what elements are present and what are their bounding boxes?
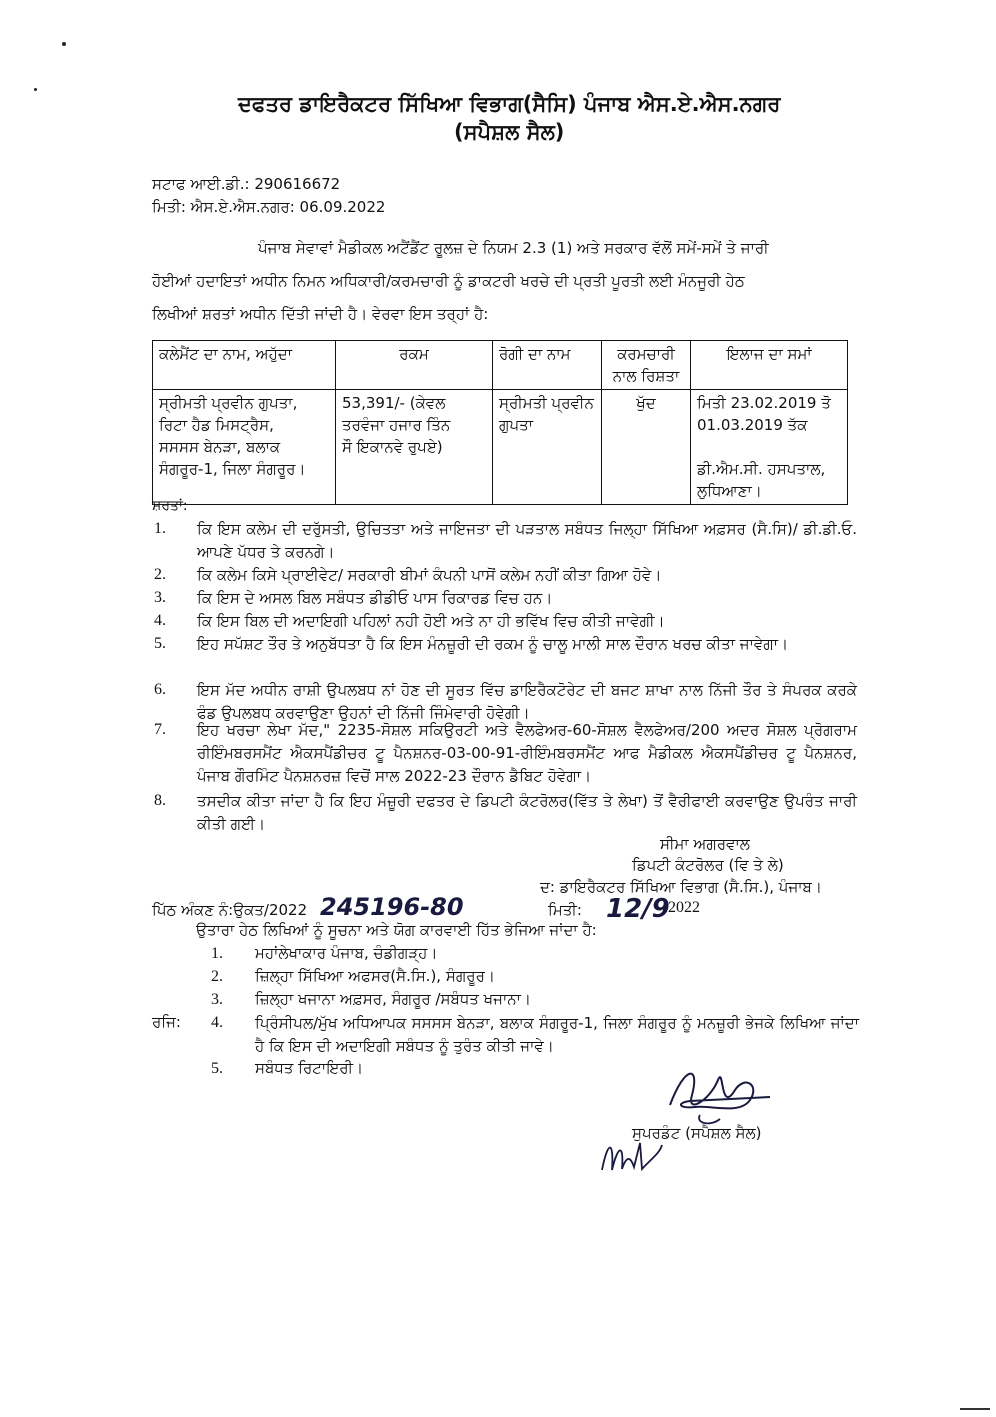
office-title: ਦਫਤਰ ਡਾਇਰੈਕਟਰ ਸਿੱਖਿਆ ਵਿਭਾਗ(ਸੈਸਿ) ਪੰਜਾਬ ਐਸ.ਏ.ਐਸ.ਨਗਰ <box>238 92 781 116</box>
intro-line-2: ਹੋਈਆਂ ਹਦਾਇਤਾਂ ਅਧੀਨ ਨਿਮਨ ਅਧਿਕਾਰੀ/ਕਰਮਚਾਰੀ ਨੂੰ ਡਾਕਟਰੀ ਖਰਚੇ ਦੀ ਪ੍ਰਤੀ ਪੂਰਤੀ ਲਈ ਮੰਨਜੂਰੀ ਹੇਠ <box>152 272 745 290</box>
amount-line: ਸੌ ਇਕਾਨਵੇ ਰੁਪਏ) <box>342 438 443 456</box>
amount-line: ਤਰਵੰਜਾ ਹਜਾਰ ਤਿੰਨ <box>342 416 451 434</box>
registered-label: ਰਜਿ: <box>152 1013 181 1031</box>
period-line: ਮਿਤੀ 23.02.2019 ਤੋ <box>697 394 831 412</box>
th-amount-label: ਰਕਮ <box>399 345 429 363</box>
condition-text: ਇਹ ਸਪੱਸ਼ਟ ਤੌਰ ਤੇ ਅਨੁਬੱਧਤਾ ਹੈ ਕਿ ਇਸ ਮੰਨਜ਼ੂਰੀ ਦੀ ਰਕਮ ਨੂੰ ਚਾਲੂ ਮਾਲੀ ਸਾਲ ਦੌਰਾਨ ਖਰਚ ਕੀਤਾ ਜਾਵੇਗਾ। <box>197 635 789 653</box>
condition-number: 7. <box>154 721 166 738</box>
condition-number: 4. <box>154 612 166 629</box>
claimant-line: ਸਸਸਸ ਬੇਨੜਾ, ਬਲਾਕ <box>159 438 281 456</box>
condition-number: 5. <box>154 635 166 652</box>
condition-text: ਕਿ ਇਸ ਦੇ ਅਸਲ ਬਿਲ ਸਬੰਧਤ ਡੀਡੀਓ ਪਾਸ ਰਿਕਾਰਡ ਵਿਚ ਹਨ। <box>197 589 553 607</box>
condition-number: 6. <box>154 681 166 698</box>
endorsement-date-year: .2022 <box>664 899 700 916</box>
condition-text: ਤਸਦੀਕ ਕੀਤਾ ਜਾਂਦਾ ਹੈ ਕਿ ਇਹ ਮੰਜ਼ੂਰੀ ਦਫਤਰ ਦੇ ਡਿਪਟੀ ਕੰਟਰੋਲਰ(ਵਿੱਤ ਤੇ ਲੇਖਾ) ਤੋਂ ਵੈਰੀਫਾਈ ਕਰਵਾਉਣ ਉਪਰੰਤ ਜਾਰੀ ਕੀਤੀ ਗਈ। <box>197 792 857 833</box>
condition-number: 1. <box>154 520 166 537</box>
copy-recipient: ਜ਼ਿਲ੍ਹਾ ਸਿੱਖਿਆ ਅਫਸਰ(ਸੈ.ਸਿ.), ਸੰਗਰੂਰ। <box>255 967 495 985</box>
copy-number: 1. <box>211 945 223 962</box>
condition-number: 2. <box>154 566 166 583</box>
cell-period <box>691 390 848 505</box>
intro-line-3: ਲਿਖੀਆਂ ਸ਼ਰਤਾਂ ਅਧੀਨ ਦਿੱਤੀ ਜਾਂਦੀ ਹੈ। ਵੇਰਵਾ ਇਸ ਤਰ੍ਹਾਂ ਹੈ: <box>152 305 489 323</box>
signatory-name: ਸੀਮਾ ਅਗਰਵਾਲ <box>660 835 750 853</box>
scan-speck <box>34 88 37 91</box>
signatory-designation: ਡਿਪਟੀ ਕੰਟਰੋਲਰ (ਵਿ ਤੇ ਲੇ) <box>632 856 784 874</box>
th-period-label: ਇਲਾਜ ਦਾ ਸਮਾਂ <box>726 345 812 363</box>
th-patient <box>493 341 602 390</box>
copy-number: 2. <box>211 968 223 985</box>
condition-text: ਇਸ ਮੱਦ ਅਧੀਨ ਰਾਸ਼ੀ ਉਪਲਬਧ ਨਾਂ ਹੋਣ ਦੀ ਸੂਰਤ ਵਿੱਚ ਡਾਇਰੈਕਟੋਰੇਟ ਦੀ ਬਜਟ ਸ਼ਾਖਾ ਨਾਲ ਨਿੱਜੀ ਤੌਰ ਤੇ ਸੰਪਰਕ ਕਰਕੇ ਫੰਡ ਉਪਲਬਧ ਕਰਵਾਉਣਾ ਉਹਨਾਂ ਦੀ ਨਿੱਜੀ ਜਿੰਮੇਵਾਰੀ ਹੋਵੇਗੀ। <box>197 681 857 722</box>
th-relation-label-1: ਕਰਮਚਾਰੀ <box>617 345 675 363</box>
endorsement-number-label: ਪਿੱਠ ਅੰਕਣ ਨੰ:ਉਕਤ/2022 <box>152 901 308 919</box>
condition-text: ਕਿ ਇਸ ਕਲੇਮ ਦੀ ਦਰੁੱਸਤੀ, ਉਚਿਤਤਾ ਅਤੇ ਜਾਇਜਤਾ ਦੀ ਪੜਤਾਲ ਸਬੰਧਤ ਜਿਲ੍ਹਾ ਸਿੱਖਿਆ ਅਫ਼ਸਰ (ਸੈ.ਸਿ)/ ਡੀ.ਡੀ.ਓ. ਆਪਣੇ ਪੱਧਰ ਤੇ ਕਰਨਗੇ। <box>197 520 857 561</box>
patient-line: ਗੁਪਤਾ <box>499 416 534 434</box>
table-header-row <box>153 341 848 390</box>
endorsement-intro: ਉਤਾਰਾ ਹੇਠ ਲਿਖਿਆਂ ਨੂੰ ਸੂਚਨਾ ਅਤੇ ਯੋਗ ਕਾਰਵਾਈ ਹਿੱਤ ਭੇਜਿਆ ਜਾਂਦਾ ਹੈ: <box>196 921 597 939</box>
copy-recipient: ਮਹਾਂਲੇਖਾਕਾਰ ਪੰਜਾਬ, ਚੰਡੀਗੜ੍ਹ। <box>255 944 438 962</box>
claimant-line: ਸੰਗਰੂਰ-1, ਜਿਲਾ ਸੰਗਰੂਰ। <box>159 460 306 478</box>
issue-date: ਮਿਤੀ: ਐਸ.ਏ.ਐਸ.ਨਗਰ: 06.09.2022 <box>152 198 386 216</box>
th-relation-label-2: ਨਾਲ ਰਿਸ਼ਤਾ <box>612 367 680 385</box>
endorsement-date-label: ਮਿਤੀ: <box>548 901 582 919</box>
th-claimant-label: ਕਲੇਮੈਂਟ ਦਾ ਨਾਮ, ਅਹੁੱਦਾ <box>159 345 293 363</box>
th-period <box>691 341 848 390</box>
handwritten-date: 12/9 <box>606 894 670 924</box>
cell-patient <box>493 390 602 505</box>
th-claimant <box>153 341 336 390</box>
staff-id: ਸਟਾਫ ਆਈ.ਡੀ.: 290616672 <box>152 175 341 193</box>
condition-text: ਇਹ ਖਰਚਾ ਲੇਖਾ ਮੱਦ," 2235-ਸੋਸ਼ਲ ਸਕਿਉਰਟੀ ਅਤੇ ਵੈਲਫੇਅਰ-60-ਸੋਸ਼ਲ ਵੈਲਫੇਅਰ/200 ਅਦਰ ਸੋਸ਼ਲ ਪ੍ਰੋਗਰਾਮ ਰੀਇੰਮਬਰਸਮੈਂਟ ਐਕਸਪੈਂਡੀਚਰ ਟੂ ਪੈਨਸ਼ਨਰ-03-00-91-ਰੀਇੰਮਬਰਸਮੈਂਟ ਆਫ ਮੈਡੀਕਲ ਐਕਸਪੈਂਡੀਚਰ ਟੂ ਪੈਨਸ਼ਨਰ, ਪੰਜਾਬ ਗੌਰਮਿੰਟ ਪੈਨਸ਼ਨਰਜ਼ ਵਿਚੋਂ ਸਾਲ 2022-23 ਦੌਰਾਨ ਡੈਬਿਟ ਹੋਵੇਗਾ। <box>197 721 857 785</box>
scan-edge-mark <box>960 1408 990 1410</box>
claim-table <box>152 340 848 505</box>
th-amount <box>336 341 493 390</box>
copy-recipient: ਜ਼ਿਲ੍ਹਾ ਖਜਾਨਾ ਅਫ਼ਸਰ, ਸੰਗਰੂਰ /ਸਬੰਧਤ ਖਜਾਨਾ। <box>255 990 532 1008</box>
cell-amount <box>336 390 493 505</box>
handwritten-endorsement-number: 245196-80 <box>320 893 464 921</box>
signature-scribble <box>600 1045 800 1185</box>
condition-number: 3. <box>154 589 166 606</box>
cell-relation <box>602 390 691 505</box>
copy-recipient: ਸਬੰਧਤ ਰਿਟਾਇਰੀ। <box>255 1059 364 1077</box>
amount-line: 53,391/- (ਕੇਵਲ <box>342 394 446 412</box>
th-relation <box>602 341 691 390</box>
intro-line-1: ਪੰਜਾਬ ਸੇਵਾਵਾਂ ਮੈਡੀਕਲ ਅਟੈਂਡੈਂਟ ਰੂਲਜ਼ ਦੇ ਨਿਯਮ 2.3 (1) ਅਤੇ ਸਰਕਾਰ ਵੱਲੋਂ ਸਮੇਂ-ਸਮੇਂ ਤੇ ਜਾਰੀ <box>258 239 769 257</box>
hospital-line: ਲੁਧਿਆਣਾ। <box>697 482 762 500</box>
copy-recipient: ਪ੍ਰਿੰਸੀਪਲ/ਮੁੱਖ ਅਧਿਆਪਕ ਸਸਸਸ ਬੇਨੜਾ, ਬਲਾਕ ਸੰਗਰੂਰ-1, ਜਿਲਾ ਸੰਗਰੂਰ ਨੂੰ ਮਨਜ਼ੂਰੀ ਭੇਜਕੇ ਲਿਖਿਆ ਜਾਂਦਾ ਹੈ ਕਿ ਇਸ ਦੀ ਅਦਾਇਗੀ ਸਬੰਧਤ ਨੂੰ ਤੁਰੰਤ ਕੀਤੀ ਜਾਵੇ। <box>255 1014 859 1055</box>
office-subtitle: (ਸਪੈਸ਼ਲ ਸੈਲ) <box>454 120 565 144</box>
table-row <box>153 390 848 505</box>
hospital-line: ਡੀ.ਐਮ.ਸੀ. ਹਸਪਤਾਲ, <box>697 460 826 478</box>
condition-text: ਕਿ ਕਲੇਮ ਕਿਸੇ ਪ੍ਰਾਈਵੇਟ/ ਸਰਕਾਰੀ ਬੀਮਾਂ ਕੰਪਨੀ ਪਾਸੋਂ ਕਲੇਮ ਨਹੀਂ ਕੀਤਾ ਗਿਆ ਹੋਵੇ। <box>197 566 662 584</box>
copy-number: 5. <box>211 1060 223 1077</box>
period-line: 01.03.2019 ਤੱਕ <box>697 416 808 434</box>
claimant-line: ਸ੍ਰੀਮਤੀ ਪ੍ਰਵੀਨ ਗੁਪਤਾ, <box>159 394 298 412</box>
patient-line: ਸ੍ਰੀਮਤੀ ਪ੍ਰਵੀਨ <box>499 394 594 412</box>
copy-number: 3. <box>211 991 223 1008</box>
superintendent-designation: ਸੁਪਰਡੰਟ (ਸਪੈਸ਼ਲ ਸੈਲ) <box>632 1124 762 1142</box>
signatory-office: ਦ: ਡਾਇਰੈਕਟਰ ਸਿੱਖਿਆ ਵਿਭਾਗ (ਸੈ.ਸਿ.), ਪੰਜਾਬ। <box>540 878 823 896</box>
cell-claimant <box>153 390 336 505</box>
condition-text: ਕਿ ਇਸ ਬਿਲ ਦੀ ਅਦਾਇਗੀ ਪਹਿਲਾਂ ਨਹੀ ਹੋਈ ਅਤੇ ਨਾ ਹੀ ਭਵਿੱਖ ਵਿਚ ਕੀਤੀ ਜਾਵੇਗੀ। <box>197 612 665 630</box>
copy-number: 4. <box>211 1014 223 1031</box>
scan-speck <box>62 42 66 46</box>
condition-number: 8. <box>154 792 166 809</box>
claimant-line: ਰਿਟਾ ਹੈਡ ਮਿਸਟ੍ਰੈਸ, <box>159 416 274 434</box>
th-patient-label: ਰੋਗੀ ਦਾ ਨਾਮ <box>499 345 571 363</box>
conditions-heading: ਸ਼ਰਤਾਂ: <box>152 498 188 514</box>
relation-value: ਖੁੱਦ <box>636 394 656 412</box>
